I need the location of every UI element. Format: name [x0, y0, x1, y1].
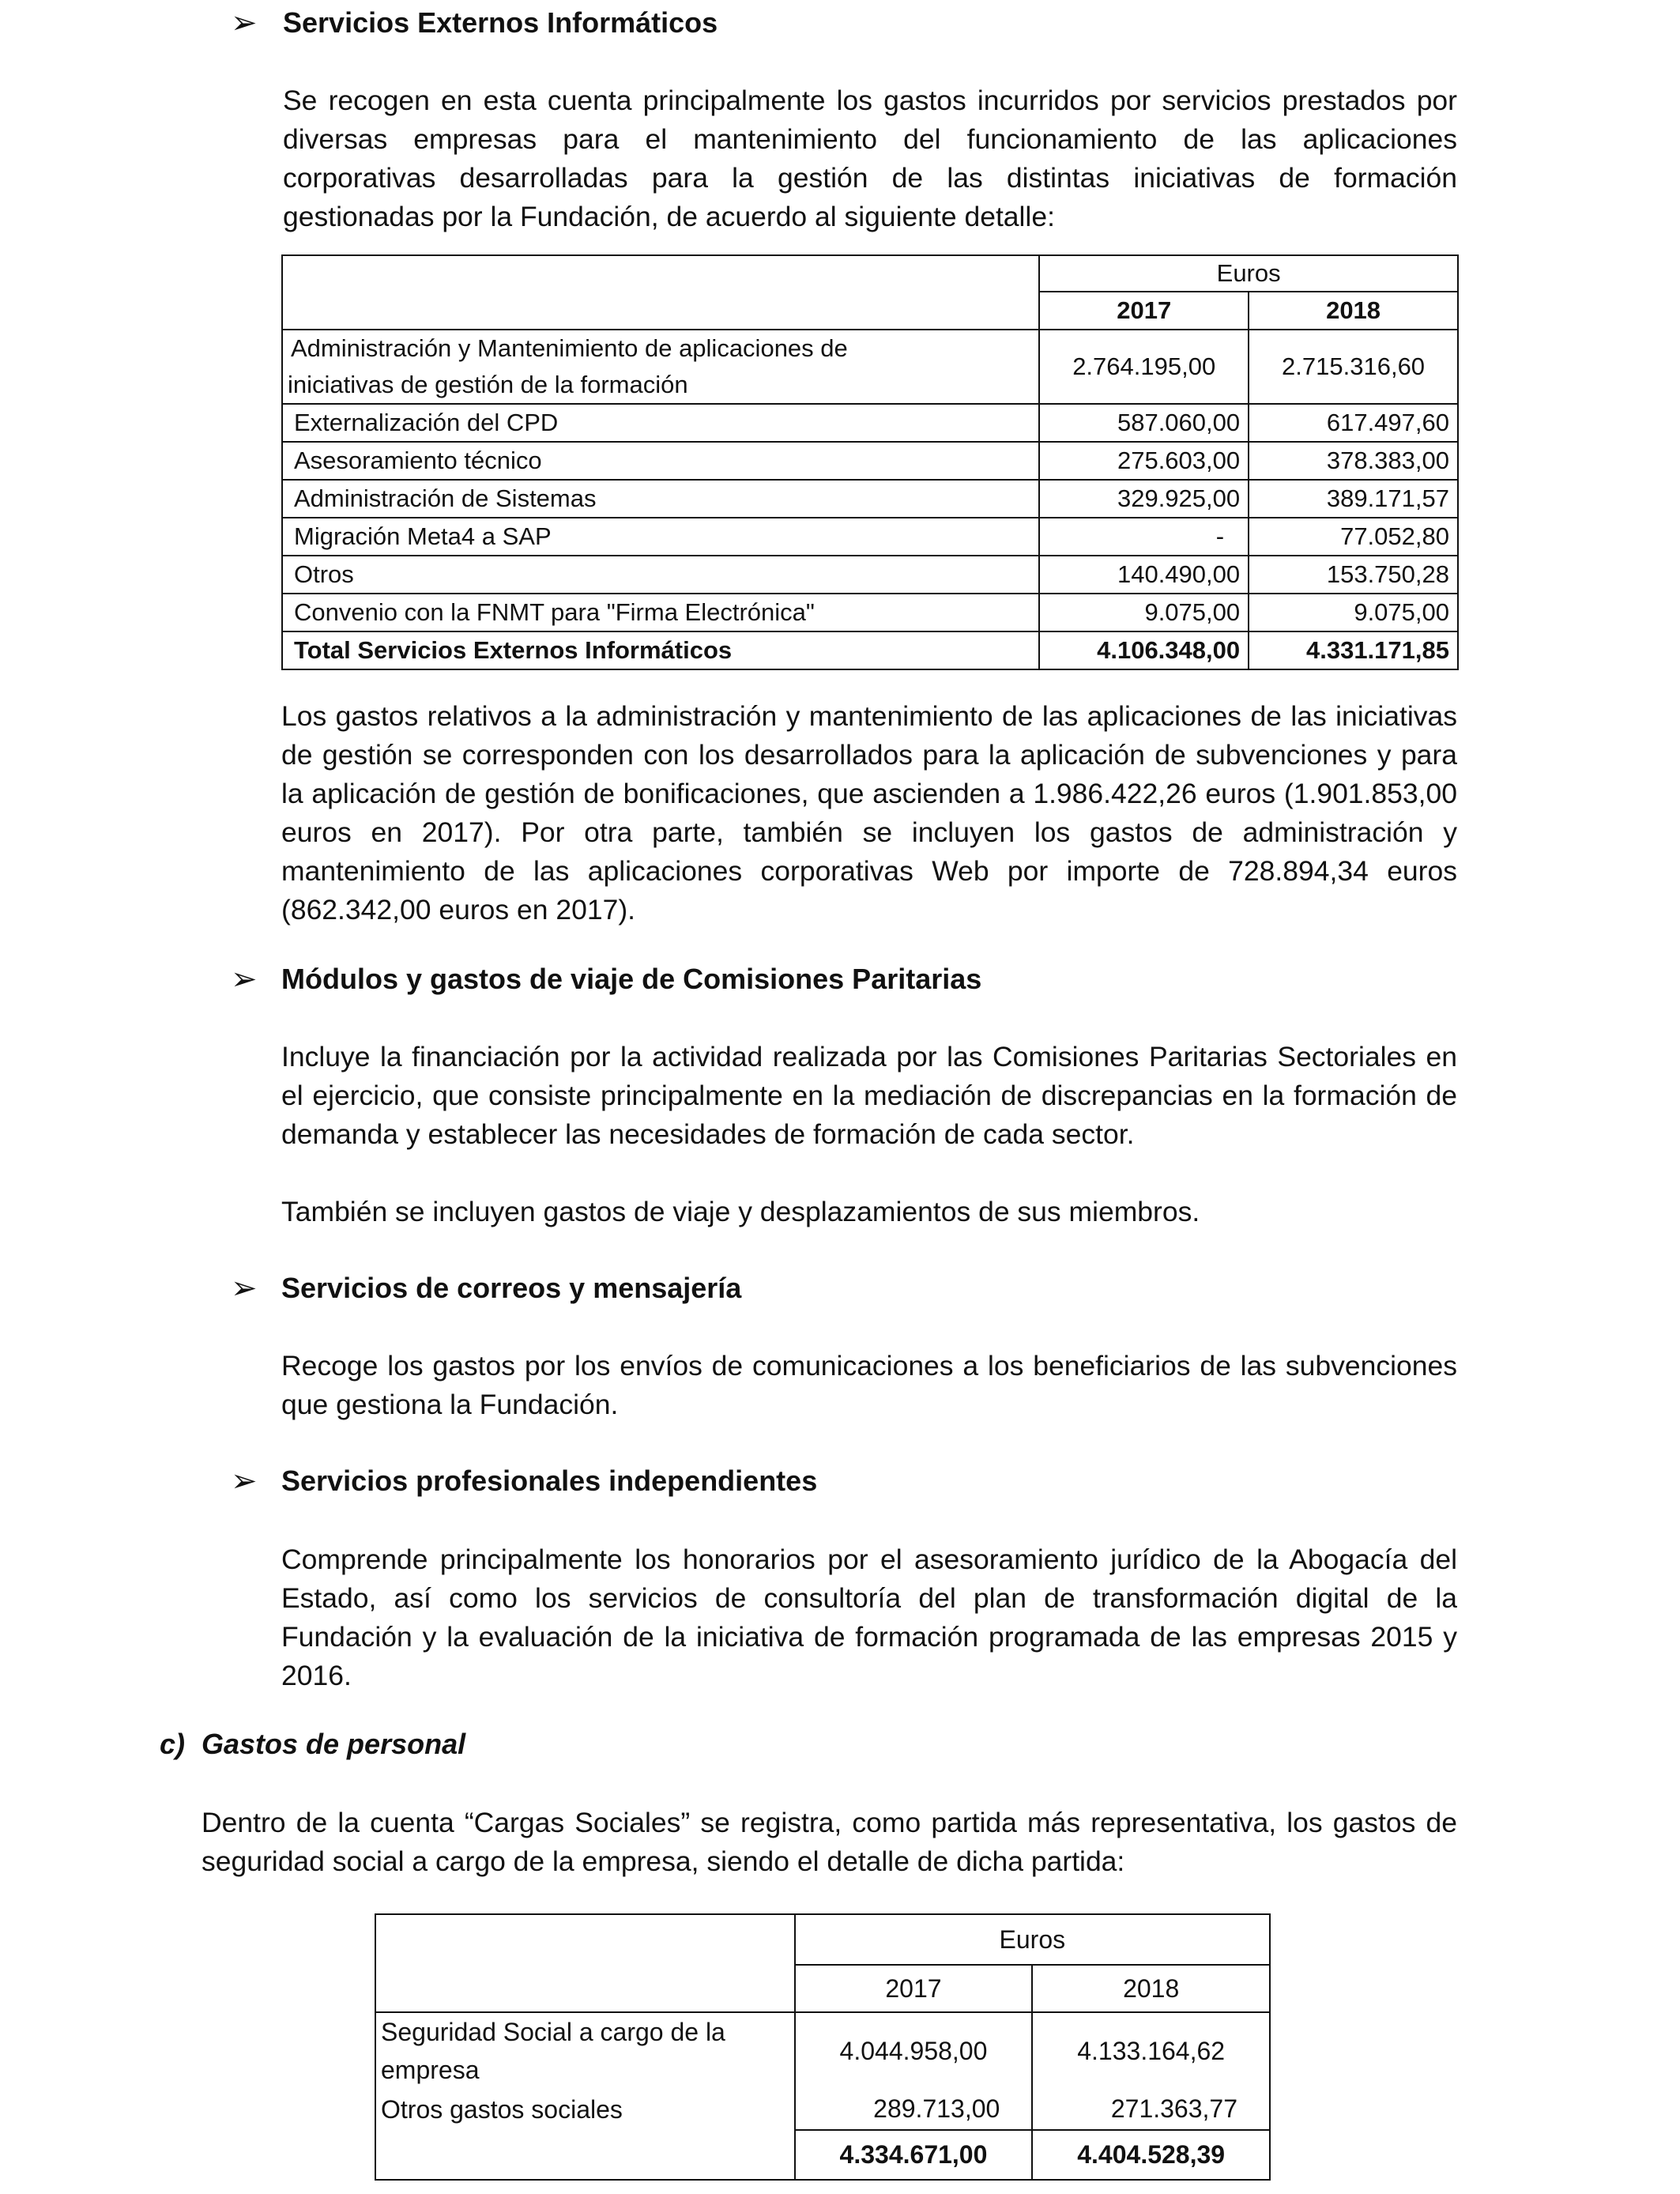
total-2018: 4.404.528,39 — [1032, 2130, 1270, 2180]
row-label: Seguridad Social a cargo de la — [381, 2018, 725, 2046]
text-line: Dentro de la cuenta “Cargas Sociales” se registra, como partida más representativa, los gastos de — [202, 1807, 1457, 1838]
bullet-arrow-icon: ➢ — [231, 6, 258, 40]
bullet-arrow-icon: ➢ — [231, 1464, 258, 1498]
cell-2017: 9.075,00 — [1039, 594, 1249, 631]
total-label: Total Servicios Externos Informáticos — [282, 631, 1039, 669]
row-label: Convenio con la FNMT para "Firma Electrónica" — [282, 594, 1039, 631]
row-label: Otros — [282, 556, 1039, 594]
text-line: la aplicación de gestión de bonificaciones, que ascienden a 1.986.422,26 euros (1.901.853,00 — [281, 778, 1457, 809]
text-line: euros en 2017). Por otra parte, también se incluyen los gastos de administración y — [281, 816, 1457, 848]
cell-2018: 153.750,28 — [1249, 556, 1458, 594]
section-heading-personal: Gastos de personal — [202, 1728, 466, 1760]
text-line: Comprende principalmente los honorarios por el asesoramiento jurídico de la Abogacía del — [281, 1544, 1457, 1575]
total-2017: 4.334.671,00 — [795, 2130, 1033, 2180]
row-label: Otros gastos sociales — [375, 2089, 795, 2130]
modulos-paragraph — [281, 1038, 1457, 1154]
section-heading-correos: Servicios de correos y mensajería — [281, 1272, 742, 1304]
text-line: el ejercicio, que consiste principalmente en la mediación de discrepancias en la formación de — [281, 1080, 1457, 1111]
currency-header: Euros — [999, 1924, 1066, 1954]
cell-2017: - — [1039, 518, 1249, 556]
table-row — [282, 404, 1458, 442]
text-line: (862.342,00 euros en 2017). — [281, 894, 636, 925]
table-total-row — [375, 2130, 1270, 2180]
row-label: Migración Meta4 a SAP — [282, 518, 1039, 556]
personal-paragraph — [202, 1804, 1457, 1881]
text-line: mantenimiento de las aplicaciones corporativas Web por importe de 728.894,34 euros — [281, 855, 1457, 887]
row-label: Asesoramiento técnico — [282, 442, 1039, 480]
text-line: 2016. — [281, 1660, 352, 1691]
cell-2018: 9.075,00 — [1249, 594, 1458, 631]
table-row — [282, 556, 1458, 594]
text-line: gestionadas por la Fundación, de acuerdo al siguiente detalle: — [283, 201, 1055, 232]
table-row — [282, 480, 1458, 518]
cell-2018: 77.052,80 — [1249, 518, 1458, 556]
section-heading-profesionales: Servicios profesionales independientes — [281, 1465, 818, 1497]
cell-2017: 140.490,00 — [1039, 556, 1249, 594]
cell-2017: 329.925,00 — [1039, 480, 1249, 518]
text-line: También se incluyen gastos de viaje y desplazamientos de sus miembros. — [281, 1196, 1200, 1227]
profesionales-paragraph — [281, 1540, 1457, 1695]
cell-2017: 275.603,00 — [1039, 442, 1249, 480]
cell-2018: 4.133.164,62 — [1077, 2036, 1226, 2065]
text-line: diversas empresas para el mantenimiento del funcionamiento de las aplicaciones — [283, 123, 1457, 155]
bullet-arrow-icon: ➢ — [231, 962, 258, 997]
cell-2018: 2.715.316,60 — [1249, 330, 1458, 404]
bullet-arrow-icon: ➢ — [231, 1271, 258, 1306]
cell-2018: 378.383,00 — [1249, 442, 1458, 480]
table-row — [375, 2012, 1270, 2089]
table-row — [375, 2089, 1270, 2130]
table-row — [282, 518, 1458, 556]
cell-2017: 4.044.958,00 — [795, 2012, 1033, 2089]
text-line: Los gastos relativos a la administración y mantenimiento de las aplicaciones de las iniciativas — [281, 700, 1457, 732]
table-total-row — [282, 631, 1458, 669]
cell-2018: 271.363,77 — [1110, 2094, 1237, 2123]
text-line: corporativas desarrolladas para la gestión de las distintas iniciativas de formación — [283, 162, 1457, 194]
text-line: Recoge los gastos por los envíos de comunicaciones a los beneficiarios de las subvenciones — [281, 1350, 1457, 1382]
currency-header: Euros — [1039, 255, 1458, 292]
row-label: Externalización del CPD — [282, 404, 1039, 442]
cell-2018: 389.171,57 — [1249, 480, 1458, 518]
section-marker: c) — [160, 1728, 186, 1760]
table-row — [282, 330, 1458, 404]
year-header: 2017 — [1039, 292, 1249, 330]
modulos-paragraph-2 — [281, 1193, 1457, 1231]
cell-2017: 2.764.195,00 — [1039, 330, 1249, 404]
year-header: 2018 — [1249, 292, 1458, 330]
row-label: empresa — [381, 2056, 480, 2084]
text-line: Se recogen en esta cuenta principalmente los gastos incurridos por servicios prestados por — [283, 85, 1457, 116]
sei-intro-paragraph — [283, 81, 1457, 236]
cell-2018: 617.497,60 — [1249, 404, 1458, 442]
row-label: Administración y Mantenimiento de aplicaciones de — [291, 334, 848, 362]
cell-2017: 289.713,00 — [795, 2089, 1033, 2130]
correos-paragraph — [281, 1347, 1457, 1424]
year-header: 2017 — [795, 1965, 1033, 2012]
cell-2017: 587.060,00 — [1039, 404, 1249, 442]
personal-table — [375, 1913, 1271, 2181]
section-heading-modulos: Módulos y gastos de viaje de Comisiones Paritarias — [281, 963, 982, 995]
sei-after-paragraph — [281, 697, 1457, 929]
table-row — [282, 442, 1458, 480]
total-2017: 4.106.348,00 — [1039, 631, 1249, 669]
year-header: 2018 — [1032, 1965, 1270, 2012]
row-label: iniciativas de gestión de la formación — [288, 371, 688, 398]
sei-table — [281, 254, 1459, 670]
text-line: que gestiona la Fundación. — [281, 1389, 619, 1420]
text-line: Incluye la financiación por la actividad realizada por las Comisiones Paritarias Sectoriales en — [281, 1041, 1457, 1072]
text-line: Estado, así como los servicios de consultoría del plan de transformación digital de la — [281, 1582, 1457, 1614]
text-line: seguridad social a cargo de la empresa, siendo el detalle de dicha partida: — [202, 1845, 1125, 1877]
text-line: Fundación y la evaluación de la iniciativa de formación programada de las empresas 2015 y — [281, 1621, 1457, 1653]
table-row — [282, 594, 1458, 631]
row-label: Administración de Sistemas — [282, 480, 1039, 518]
section-heading-sei: Servicios Externos Informáticos — [283, 6, 718, 39]
text-line: de gestión se corresponden con los desarrollados para la aplicación de subvenciones y para — [281, 739, 1457, 771]
text-line: demanda y establecer las necesidades de formación de cada sector. — [281, 1118, 1135, 1150]
total-2018: 4.331.171,85 — [1249, 631, 1458, 669]
